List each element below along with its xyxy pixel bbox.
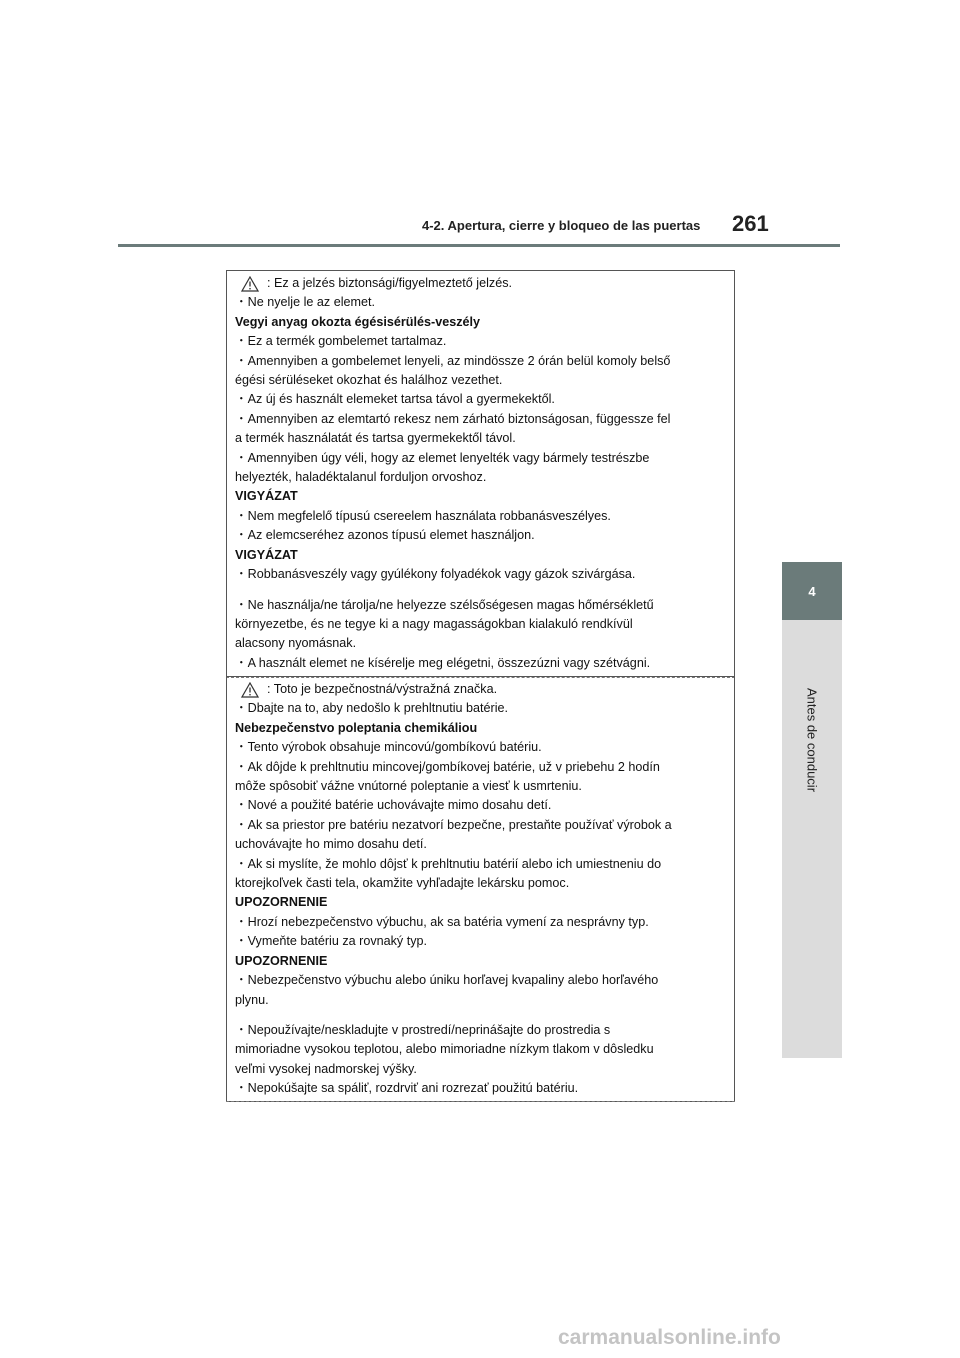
warning-heading: UPOZORNENIE [235,895,328,910]
warning-line: ・Ne nyelje le az elemet. [235,295,375,310]
warning-line: ・Ne használja/ne tárolja/ne helyezze szélsőségesen magas hőmérsékletű [235,597,654,612]
warning-line: égési sérüléseket okozhat és halálhoz vezethet. [235,373,503,388]
box-bottom-rule [226,1101,735,1102]
watermark: carmanualsonline.info [558,1326,781,1349]
warning-line: mimoriadne vysokou teplotou, alebo mimoriadne nízkym tlakom v dôsledku [235,1042,654,1057]
warning-intro-text: : Ez a jelzés biztonsági/figyelmeztető jelzés. [267,276,512,290]
warning-line: ・A használt elemet ne kísérelje meg elégetni, összezúzni vagy szétvágni. [235,655,651,670]
warning-intro-text: : Toto je bezpečnostná/výstražná značka. [267,682,498,696]
warning-line: ・Nem megfelelő típusú csereelem használata robbanásveszélyes. [235,508,611,523]
page-number: 261 [732,211,769,236]
warning-intro-row [235,680,734,699]
warning-heading: UPOZORNENIE [235,953,328,968]
warning-line: ・Hrozí nebezpečenstvo výbuchu, ak sa batéria vymení za nesprávny typ. [235,914,649,929]
warning-triangle-icon [241,682,259,698]
section-title: 4-2. Apertura, cierre y bloqueo de las puertas [422,218,701,233]
chapter-sidebar [782,620,842,1058]
warning-line: ・Amennyiben úgy véli, hogy az elemet lenyelték vagy bármely testrészbe [235,450,650,465]
warning-line: uchovávajte ho mimo dosahu detí. [235,837,427,852]
warning-line: a termék használatát és tartsa gyermekektől távol. [235,431,516,446]
warning-box-slovak [226,677,735,1102]
warning-line: ktorejkoľvek časti tela, okamžite vyhľadajte lekársku pomoc. [235,876,570,891]
warning-line: ・Nepoužívajte/neskladujte v prostredí/neprinášajte do prostredia s [235,1022,611,1037]
warning-line: ・Nepokúšajte sa spáliť, rozdrviť ani rozrezať použitú batériu. [235,1081,579,1096]
warning-line: helyezték, haladéktalanul forduljon orvoshoz. [235,470,487,485]
warning-line: ・Nové a použité batérie uchovávajte mimo dosahu detí. [235,798,552,813]
warning-triangle-icon [241,276,259,292]
chapter-title: Antes de conducir [804,687,820,793]
warning-line: ・Amennyiben az elemtartó rekesz nem zárható biztonságosan, függessze fel [235,411,671,426]
warning-box-hungarian [226,270,735,677]
warning-line: ・Az új és használt elemeket tartsa távol a gyermekektől. [235,392,555,407]
warning-line: ・Ez a termék gombelemet tartalmaz. [235,334,447,349]
warning-text-slovak [235,699,734,1098]
warning-line: veľmi vysokej nadmorskej výšky. [235,1061,417,1076]
warning-line: ・Nebezpečenstvo výbuchu alebo úniku horľavej kvapaliny alebo horľavého [235,973,659,988]
warning-heading: VIGYÁZAT [235,547,298,562]
warning-line: môže spôsobiť vážne vnútorné poleptanie a viesť k usmrteniu. [235,779,582,794]
warning-line: ・Dbajte na to, aby nedošlo k prehltnutiu batérie. [235,701,509,716]
warning-line: ・Tento výrobok obsahuje mincovú/gombíkovú batériu. [235,740,542,755]
warning-line: ・Robbanásveszély vagy gyúlékony folyadékok vagy gázok szivárgása. [235,567,636,582]
chapter-tab[interactable] [782,562,842,620]
warning-line: ・Ak sa priestor pre batériu nezatvorí bezpečne, prestaňte používať výrobok a [235,817,672,832]
header-rule [118,244,840,247]
warning-line: ・Az elemcseréhez azonos típusú elemet használjon. [235,528,535,543]
warning-line: alacsony nyomásnak. [235,636,357,651]
paragraph-gap [235,585,734,596]
chapter-number: 4 [808,583,816,599]
warning-line: ・Ak dôjde k prehltnutiu mincovej/gombíkovej batérie, už v priebehu 2 hodín [235,759,660,774]
warning-heading: Vegyi anyag okozta égésisérülés-veszély [235,314,481,329]
warning-text-hungarian [235,293,734,673]
warning-line: ・Amennyiben a gombelemet lenyeli, az mindössze 2 órán belül komoly belső [235,353,671,368]
warning-heading: Nebezpečenstvo poleptania chemikáliou [235,720,478,735]
warning-line: ・Vymeňte batériu za rovnaký typ. [235,934,428,949]
warning-heading: VIGYÁZAT [235,489,298,504]
warning-line: plynu. [235,992,269,1007]
warning-intro-row [235,274,734,293]
paragraph-gap [235,1010,734,1021]
warning-line: ・Ak si myslíte, že mohlo dôjsť k prehltnutiu batérií alebo ich umiestneniu do [235,856,662,871]
warning-line: környezetbe, és ne tegye ki a nagy magasságokban kialakuló rendkívül [235,616,633,631]
